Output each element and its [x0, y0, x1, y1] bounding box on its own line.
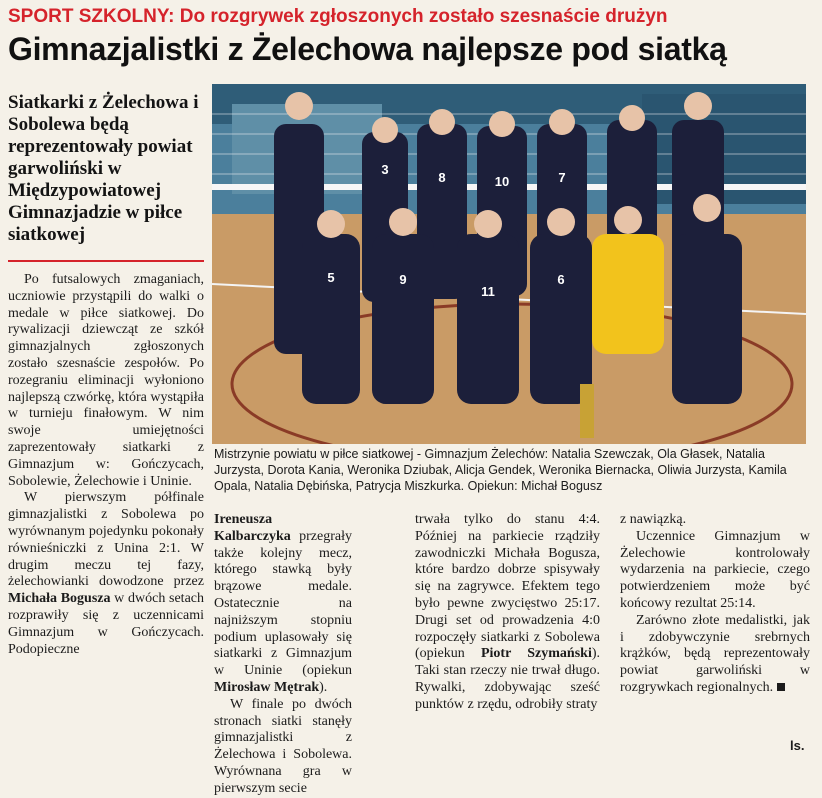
kicker-text: Do rozgrywek zgłoszonych zostało szesnaście drużyn — [174, 6, 668, 27]
photo-caption: Mistrzynie powiatu w piłce siatkowej - Gimnazjum Żelechów: Natalia Szewczak, Ola Głasek, Natalia Jurzysta, Dorota Kania, Weronika Dziubak, Alicja Gendek, Weronika Biernacka, Oliwia Jurzysta, Kamila Opala, Natalia Dębińska, Patrycja Miszkurka. Opiekun: Michał Bogusz — [214, 447, 787, 493]
paragraph: W finale po dwóch stronach siatki stanęły gimnazjalistki z Żelechowa i Sobolewa. Wyrównana gra w pierwszym secie — [214, 696, 352, 796]
paragraph: W pierwszym półfinale gimnazjalistki z Sobolewa po wyrównanym pojedynku pokonały równieśniczki z Unina 2:1. W drugim meczu tej fazy, żelechowianki dowodzone przez Michała Bogusza w dwóch setach rozprawiły się z uczennicami Gimnazjum w Gończycach. Podopieczne — [8, 490, 204, 657]
paragraph: z nawiązką. — [620, 512, 687, 527]
jersey-number: 10 — [494, 174, 510, 189]
kicker-prefix: SPORT SZKOLNY: — [8, 6, 175, 27]
column-4 — [620, 512, 810, 697]
paragraph: Ireneusza Kalbarczyka przegrały także kolejny mecz, którego stawką były brązowe medale. Ostatecznie na najniższym stopniu podium uplasowały się siatkarki z Gimnazjum w Uninie (opiekun Mirosław Mętrak). — [214, 512, 352, 695]
column-1 — [8, 272, 204, 658]
paragraph: Uczennice Gimnazjum w Żelechowie kontrolowały wydarzenia na parkiecie, czego potwierdzeniem może być końcowy rezultat 25:14. — [620, 528, 810, 611]
jersey-number: 6 — [557, 272, 565, 287]
lead-divider — [8, 260, 204, 262]
jersey-number: 3 — [381, 162, 389, 177]
jersey-number: 8 — [438, 170, 446, 185]
paragraph: Zarówno złote medalistki, jak i zdobywczynie srebrnych krążków, będą reprezentowały powiat garwoliński w rozgrywkach regionalnych. — [620, 612, 810, 695]
column-2 — [214, 512, 352, 798]
paragraph: Po futsalowych zmaganiach, uczniowie przystąpili do walki o medale w piłce siatkowej. Do rywalizacji dziewcząt ze szkół gimnazjalnych zgłoszonych zostało szesnaście zespołów. Po rozegraniu eliminacji wyłoniono najlepszą czwórkę, która wystąpiła w turnieju finałowym. W nim swoje umiejętności zaprezentowały siatkarki z Gimnazjum w: Gończycach, Sobolewie, Żelechowie i Uninie. — [8, 272, 204, 489]
coach-name: Mirosław Mętrak — [214, 679, 320, 695]
coach-name: Piotr Szymański — [480, 646, 592, 662]
jersey-number: 5 — [327, 270, 335, 285]
jersey-number: 11 — [481, 284, 495, 299]
paragraph: trwała tylko do stanu 4:4. Później na parkiecie rządziły zawodniczki Michała Bogusza, które bardzo dobrze spisywały się na zagrywce. Efektem tego było pewne zwycięstwo 25:17. Drugi set od prowadzenia 4:0 rozpoczęły siatkarki z Sobolewa (opiekun Piotr Szymański). Taki stan rzeczy nie trwał długo. Rywalki, zdobywając sześć punktów z rzędu, odrobiły straty — [415, 512, 601, 712]
coach-name: Michała Bogusza — [8, 591, 111, 607]
column-3 — [415, 512, 600, 714]
author-signature: ls. — [790, 738, 805, 753]
team-photo — [212, 84, 806, 444]
article-headline: Gimnazjalistki z Żelechowa najlepsze pod siatką — [8, 31, 727, 67]
jersey-number: 7 — [558, 170, 566, 185]
section-kicker — [8, 6, 668, 28]
jersey-number: 9 — [399, 272, 407, 287]
coach-name: Ireneusza Kalbarczyka — [214, 512, 291, 544]
article-lead: Siatkarki z Żelechowa i Sobolewa będą reprezentowały powiat garwoliński w Międzypowiatowej Gimnazjadzie w piłce siatkowej — [8, 92, 199, 245]
end-mark — [777, 683, 785, 691]
